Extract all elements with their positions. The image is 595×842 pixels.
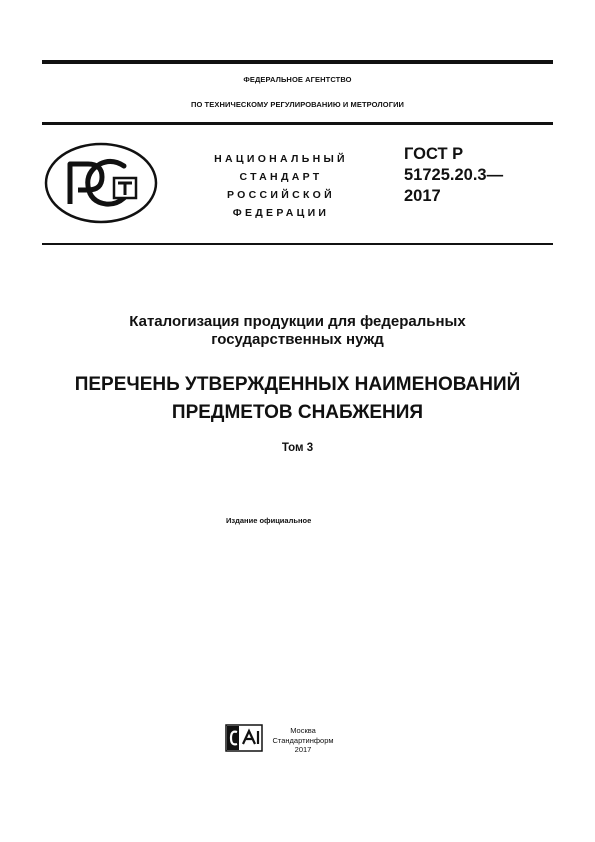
standard-type-line: РОССИЙСКОЙ [227,189,335,201]
header-rule [42,122,553,125]
document-title [0,371,595,427]
designation-line-1: ГОСТ Р [404,145,464,163]
volume-label: Том 3 [281,442,314,454]
header-bottom-rule [42,243,553,245]
catalog-title-line-1: Каталогизация продукции для федеральных [129,313,466,330]
publisher-year: 2017 [294,745,312,754]
standard-type-line: ФЕДЕРАЦИИ [232,207,330,219]
standard-type [196,150,366,222]
document-title-line-1: ПЕРЕЧЕНЬ УТВЕРЖДЕННЫХ НАИМЕНОВАНИЙ [74,374,521,395]
publisher-city: Москва [290,726,316,735]
document-title-line-2: ПРЕДМЕТОВ СНАБЖЕНИЯ [171,402,424,423]
top-rule [42,60,553,64]
standard-type-line: НАЦИОНАЛЬНЫЙ [214,153,348,165]
standartinform-logo-icon [225,724,263,752]
catalog-title-line-2: государственных нужд [211,331,384,348]
agency-line-1: ФЕДЕРАЛЬНОЕ АГЕНТСТВО [243,75,352,84]
standard-type-line: СТАНДАРТ [239,171,323,183]
designation-line-2: 51725.20.3— [404,166,504,184]
rst-certification-mark-icon [44,142,158,224]
agency-line-2: ПО ТЕХНИЧЕСКОМУ РЕГУЛИРОВАНИЮ И МЕТРОЛОГИИ [190,100,405,109]
catalog-title [0,313,595,349]
standard-designation [404,144,503,207]
designation-line-3: 2017 [404,187,441,205]
edition-note: Издание официальное [226,516,312,525]
publisher-info [270,726,336,755]
publisher-name: Стандартинформ [272,735,334,745]
